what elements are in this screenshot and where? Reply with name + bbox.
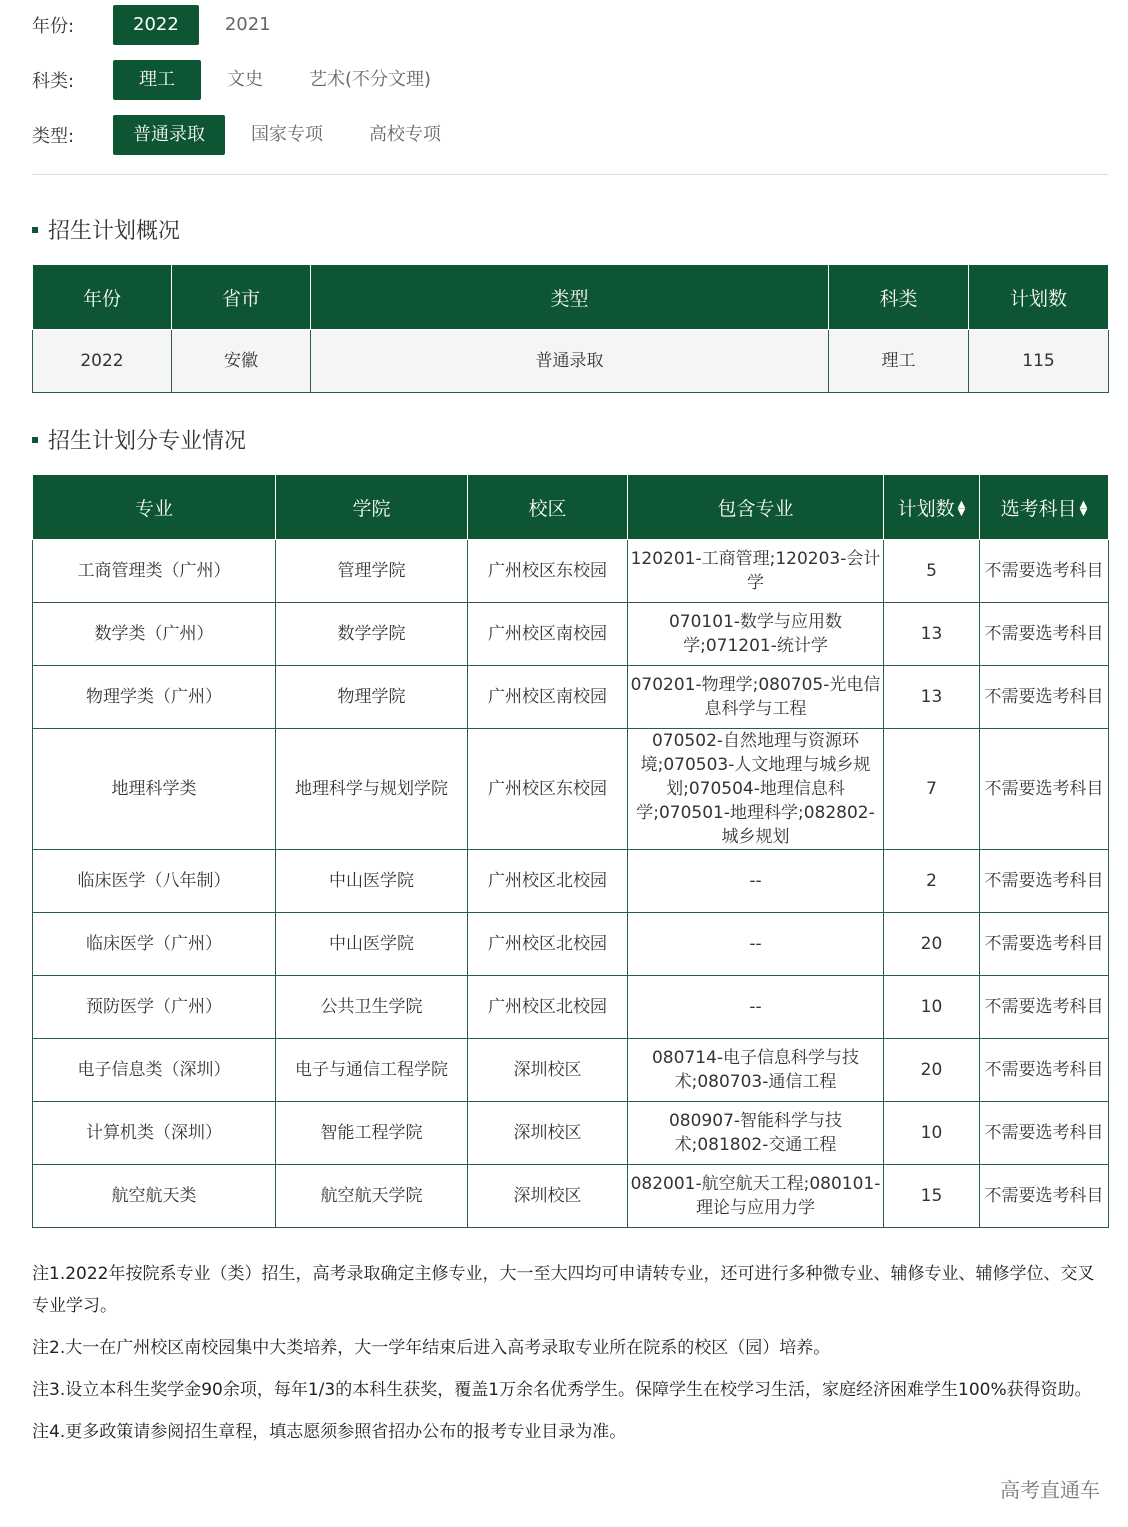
section-majors-title <box>32 424 246 455</box>
note-2: 注2.大一在广州校区南校园集中大类培养，大一学年结束后进入高考录取专业所在院系的校区（园）培养。 <box>32 1338 831 1358</box>
filter-category-label: 科类: <box>32 71 75 92</box>
cell-subjects: 不需要选考科目 <box>980 540 1109 603</box>
year-option-2022[interactable]: 2022 <box>113 5 199 45</box>
cell-campus: 广州校区北校园 <box>468 913 628 976</box>
cell-included: 070101-数学与应用数学;071201-统计学 <box>628 603 884 666</box>
filter-type <box>32 115 467 155</box>
cell-plan: 10 <box>884 976 980 1039</box>
cell-college: 智能工程学院 <box>276 1102 468 1165</box>
cell-college: 电子与通信工程学院 <box>276 1039 468 1102</box>
filter-year <box>32 5 297 45</box>
cell-subjects: 不需要选考科目 <box>980 850 1109 913</box>
majors-header-row <box>33 475 1109 540</box>
overview-header-year: 年份 <box>33 265 172 330</box>
table-row <box>33 540 1109 603</box>
overview-cell-plan: 115 <box>969 330 1109 393</box>
cell-major: 临床医学（八年制） <box>33 850 276 913</box>
cell-included: 070502-自然地理与资源环境;070503-人文地理与城乡规划;070504-地理信息科学;070501-地理科学;082802-城乡规划 <box>628 729 884 850</box>
sort-icon[interactable]: ▲ ▼ <box>1079 499 1088 518</box>
note-1: 注1.2022年按院系专业（类）招生，高考录取确定主修专业，大一至大四均可申请转专业，还可进行多种微专业、辅修专业、辅修学位、交叉专业学习。 <box>32 1264 1095 1316</box>
table-row <box>33 1165 1109 1228</box>
cell-campus: 广州校区东校园 <box>468 729 628 850</box>
cell-subjects: 不需要选考科目 <box>980 976 1109 1039</box>
cell-included: 070201-物理学;080705-光电信息科学与工程 <box>628 666 884 729</box>
cell-subjects: 不需要选考科目 <box>980 603 1109 666</box>
cell-major: 工商管理类（广州） <box>33 540 276 603</box>
cell-included: 080714-电子信息科学与技术;080703-通信工程 <box>628 1039 884 1102</box>
cell-subjects: 不需要选考科目 <box>980 666 1109 729</box>
table-row <box>33 666 1109 729</box>
cell-major: 计算机类（深圳） <box>33 1102 276 1165</box>
cell-included: -- <box>628 976 884 1039</box>
cell-college: 管理学院 <box>276 540 468 603</box>
cell-major: 物理学类（广州） <box>33 666 276 729</box>
cell-major: 预防医学（广州） <box>33 976 276 1039</box>
category-option-ligong[interactable]: 理工 <box>113 60 201 100</box>
notes <box>32 1258 1108 1458</box>
bullet-icon <box>32 227 38 233</box>
watermark: 高考直通车 <box>1000 1478 1100 1502</box>
majors-header-subjects-sortable[interactable] <box>980 475 1109 540</box>
category-option-art[interactable]: 艺术(不分文理) <box>309 69 432 90</box>
cell-subjects: 不需要选考科目 <box>980 1165 1109 1228</box>
cell-subjects: 不需要选考科目 <box>980 1039 1109 1102</box>
cell-college: 地理科学与规划学院 <box>276 729 468 850</box>
cell-major: 地理科学类 <box>33 729 276 850</box>
cell-college: 公共卫生学院 <box>276 976 468 1039</box>
majors-header-plan-sortable[interactable] <box>884 475 980 540</box>
cell-campus: 深圳校区 <box>468 1165 628 1228</box>
cell-plan: 2 <box>884 850 980 913</box>
overview-cell-type: 普通录取 <box>311 330 829 393</box>
overview-cell-year: 2022 <box>33 330 172 393</box>
overview-table <box>32 264 1109 393</box>
table-row <box>33 729 1109 850</box>
majors-table <box>32 474 1109 1228</box>
cell-major: 电子信息类（深圳） <box>33 1039 276 1102</box>
cell-plan: 15 <box>884 1165 980 1228</box>
cell-campus: 广州校区南校园 <box>468 603 628 666</box>
cell-plan: 20 <box>884 913 980 976</box>
type-option-normal[interactable]: 普通录取 <box>113 115 225 155</box>
table-row <box>33 1102 1109 1165</box>
section-overview-text: 招生计划概况 <box>48 219 181 244</box>
cell-campus: 广州校区北校园 <box>468 850 628 913</box>
cell-plan: 10 <box>884 1102 980 1165</box>
majors-header-included: 包含专业 <box>628 475 884 540</box>
cell-plan: 13 <box>884 603 980 666</box>
cell-plan: 7 <box>884 729 980 850</box>
note-3: 注3.设立本科生奖学金90余项，每年1/3的本科生获奖，覆盖1万余名优秀学生。保障学生在校学习生活，家庭经济困难学生100%获得资助。 <box>32 1380 1092 1400</box>
type-option-national[interactable]: 国家专项 <box>251 124 323 145</box>
cell-plan: 20 <box>884 1039 980 1102</box>
category-option-wenshi[interactable]: 文史 <box>227 69 263 90</box>
overview-header-type: 类型 <box>311 265 829 330</box>
note-4: 注4.更多政策请参阅招生章程，填志愿须参照省招办公布的报考专业目录为准。 <box>32 1422 627 1442</box>
cell-included: -- <box>628 913 884 976</box>
table-row <box>33 850 1109 913</box>
overview-header-province: 省市 <box>172 265 311 330</box>
cell-campus: 广州校区北校园 <box>468 976 628 1039</box>
cell-college: 物理学院 <box>276 666 468 729</box>
cell-college: 航空航天学院 <box>276 1165 468 1228</box>
cell-included: 080907-智能科学与技术;081802-交通工程 <box>628 1102 884 1165</box>
cell-college: 数学学院 <box>276 603 468 666</box>
table-row <box>33 330 1109 393</box>
table-row <box>33 976 1109 1039</box>
cell-included: -- <box>628 850 884 913</box>
bullet-icon <box>32 437 38 443</box>
cell-college: 中山医学院 <box>276 913 468 976</box>
sort-icon[interactable]: ▲ ▼ <box>957 499 966 518</box>
overview-cell-category: 理工 <box>829 330 969 393</box>
filter-year-label: 年份: <box>32 16 75 37</box>
cell-major: 数学类（广州） <box>33 603 276 666</box>
cell-major: 临床医学（广州） <box>33 913 276 976</box>
table-row <box>33 913 1109 976</box>
table-row <box>33 603 1109 666</box>
majors-header-plan: 计划数 <box>897 497 955 520</box>
cell-included: 120201-工商管理;120203-会计学 <box>628 540 884 603</box>
divider <box>32 174 1108 175</box>
majors-header-major: 专业 <box>33 475 276 540</box>
table-row <box>33 1039 1109 1102</box>
cell-included: 082001-航空航天工程;080101-理论与应用力学 <box>628 1165 884 1228</box>
cell-plan: 13 <box>884 666 980 729</box>
year-option-2021[interactable]: 2021 <box>224 14 271 35</box>
cell-subjects: 不需要选考科目 <box>980 1102 1109 1165</box>
cell-campus: 深圳校区 <box>468 1102 628 1165</box>
filter-type-label: 类型: <box>32 126 75 147</box>
cell-subjects: 不需要选考科目 <box>980 729 1109 850</box>
section-majors-text: 招生计划分专业情况 <box>48 429 247 454</box>
type-option-university[interactable]: 高校专项 <box>369 124 441 145</box>
cell-campus: 深圳校区 <box>468 1039 628 1102</box>
cell-campus: 广州校区南校园 <box>468 666 628 729</box>
overview-header-category: 科类 <box>829 265 969 330</box>
majors-header-subjects: 选考科目 <box>1000 497 1077 520</box>
overview-header-row <box>33 265 1109 330</box>
cell-campus: 广州校区东校园 <box>468 540 628 603</box>
filter-category <box>32 60 457 100</box>
cell-college: 中山医学院 <box>276 850 468 913</box>
cell-plan: 5 <box>884 540 980 603</box>
majors-header-college: 学院 <box>276 475 468 540</box>
overview-cell-province: 安徽 <box>172 330 311 393</box>
majors-header-campus: 校区 <box>468 475 628 540</box>
section-overview-title <box>32 214 180 245</box>
cell-major: 航空航天类 <box>33 1165 276 1228</box>
overview-header-plan: 计划数 <box>969 265 1109 330</box>
cell-subjects: 不需要选考科目 <box>980 913 1109 976</box>
